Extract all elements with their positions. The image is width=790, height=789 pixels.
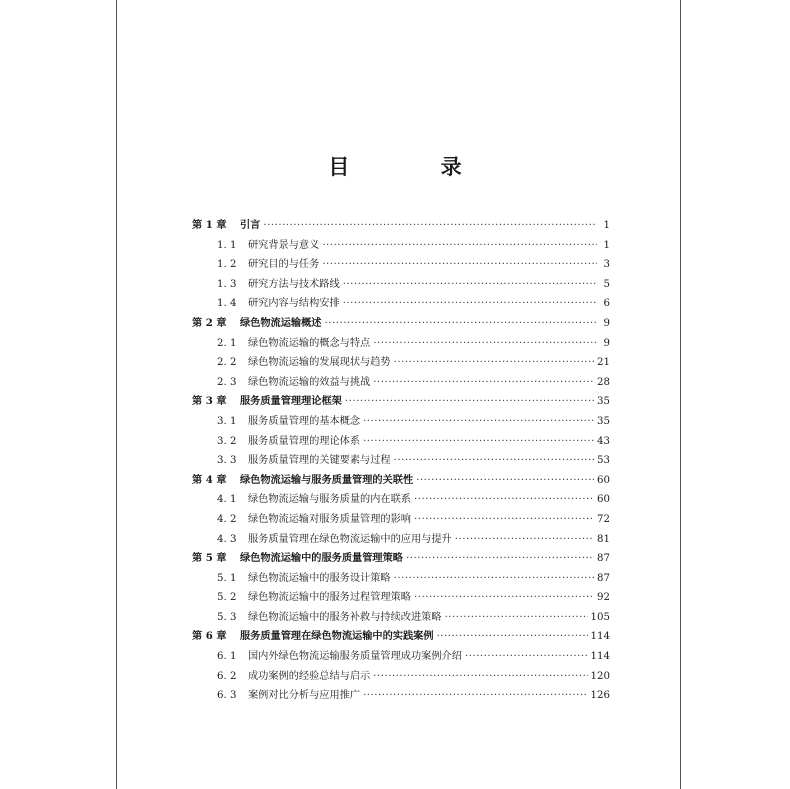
toc-section-entry[interactable] (192, 490, 610, 510)
entry-number: 6. 1 (217, 651, 237, 663)
entry-number: 第 1 章 (192, 219, 227, 231)
toc-chapter-entry[interactable] (192, 471, 610, 491)
entry-page-number: 21 (597, 357, 610, 369)
dot-leader (394, 451, 594, 471)
entry-number: 4. 1 (217, 494, 237, 506)
toc-section-entry[interactable] (192, 530, 610, 550)
toc-chapter-entry[interactable] (192, 627, 610, 647)
entry-number: 4. 2 (217, 513, 237, 525)
toc-section-entry[interactable] (192, 275, 610, 295)
entry-title: 服务质量管理在绿色物流运输中的应用与提升 (248, 533, 452, 545)
toc-section-entry[interactable] (192, 647, 610, 667)
entry-number: 3. 1 (217, 415, 237, 427)
entry-page-number: 1 (603, 220, 610, 231)
entry-number: 第 3 章 (192, 395, 227, 408)
dot-leader (322, 255, 597, 275)
entry-page-number: 53 (597, 455, 610, 467)
entry-number: 1. 4 (217, 298, 237, 310)
toc-section-entry[interactable] (192, 510, 610, 530)
toc-chapter-entry[interactable] (192, 392, 610, 412)
entry-page-number: 120 (590, 670, 610, 682)
entry-page-number: 105 (590, 611, 610, 623)
entry-number: 2. 2 (217, 357, 237, 369)
dot-leader (437, 627, 588, 647)
entry-number: 第 2 章 (192, 316, 227, 329)
entry-number: 4. 3 (217, 533, 237, 545)
entry-number: 2. 1 (217, 337, 237, 349)
dot-leader (373, 667, 587, 687)
dot-leader (414, 588, 594, 608)
entry-number: 1. 2 (217, 259, 237, 271)
toc-chapter-entry[interactable] (192, 216, 610, 236)
entry-number: 6. 2 (217, 670, 237, 682)
entry-page-number: 43 (597, 435, 610, 447)
dot-leader (394, 569, 594, 589)
toc-section-entry[interactable] (192, 294, 610, 314)
entry-title: 服务质量管理的理论体系 (248, 435, 361, 447)
toc-section-entry[interactable] (192, 451, 610, 471)
entry-page-number: 60 (597, 494, 610, 506)
entry-title: 绿色物流运输对服务质量管理的影响 (248, 513, 411, 525)
entry-page-number: 35 (597, 415, 610, 427)
entry-title: 绿色物流运输的发展现状与趋势 (248, 357, 391, 369)
entry-number: 1. 1 (217, 239, 237, 251)
toc-section-entry[interactable] (192, 255, 610, 275)
toc-section-entry[interactable] (192, 667, 610, 687)
toc-section-entry[interactable] (192, 412, 610, 432)
entry-title: 绿色物流运输中的服务补救与持续改进策略 (248, 611, 442, 623)
entry-page-number: 6 (603, 298, 610, 310)
dot-leader (343, 275, 597, 295)
dot-leader (363, 412, 594, 432)
entry-number: 5. 1 (217, 572, 237, 584)
entry-title: 国内外绿色物流运输服务质量管理成功案例介绍 (248, 651, 462, 663)
toc-section-entry[interactable] (192, 353, 610, 373)
entry-title: 案例对比分析与应用推广 (248, 690, 361, 702)
entry-number: 2. 3 (217, 376, 237, 388)
entry-page-number: 28 (597, 376, 610, 388)
dot-leader (373, 373, 594, 393)
entry-title: 绿色物流运输与服务质量管理的关联性 (240, 473, 414, 486)
entry-page-number: 92 (597, 592, 610, 604)
entry-title: 研究目的与任务 (248, 259, 320, 271)
dot-leader (414, 510, 594, 530)
toc-section-entry[interactable] (192, 588, 610, 608)
entry-page-number: 5 (603, 278, 610, 290)
entry-title: 服务质量管理理论框架 (240, 395, 342, 408)
entry-title: 研究背景与意义 (248, 239, 320, 251)
entry-title: 服务质量管理的基本概念 (248, 415, 361, 427)
toc-section-entry[interactable] (192, 432, 610, 452)
toc-section-entry[interactable] (192, 608, 610, 628)
dot-leader (445, 608, 588, 628)
toc-chapter-entry[interactable] (192, 314, 610, 334)
entry-page-number: 1 (603, 239, 610, 251)
entry-page-number: 3 (603, 259, 610, 271)
entry-title: 绿色物流运输中的服务过程管理策略 (248, 592, 411, 604)
entry-page-number: 114 (590, 631, 610, 643)
entry-number: 3. 3 (217, 455, 237, 467)
dot-leader (263, 216, 597, 236)
toc-chapter-entry[interactable] (192, 549, 610, 569)
entry-title: 成功案例的经验总结与启示 (248, 670, 371, 682)
toc-section-entry[interactable] (192, 236, 610, 256)
entry-title: 研究内容与结构安排 (248, 298, 340, 310)
entry-page-number: 87 (597, 572, 610, 584)
entry-title: 绿色物流运输概述 (240, 316, 322, 329)
dot-leader (363, 432, 594, 452)
entry-title: 绿色物流运输的概念与特点 (248, 337, 371, 349)
entry-page-number: 114 (590, 651, 610, 663)
entry-number: 6. 3 (217, 690, 237, 702)
entry-number: 第 6 章 (192, 630, 227, 643)
toc-section-entry[interactable] (192, 569, 610, 589)
entry-page-number: 72 (597, 513, 610, 525)
toc-section-entry[interactable] (192, 686, 610, 706)
entry-number: 5. 3 (217, 611, 237, 623)
table-of-contents (192, 216, 610, 706)
entry-title: 绿色物流运输中的服务质量管理策略 (240, 552, 403, 565)
dot-leader (345, 392, 594, 412)
entry-page-number: 9 (603, 337, 610, 349)
toc-title: 目 录 (328, 154, 504, 179)
dot-leader (406, 549, 594, 569)
entry-title: 研究方法与技术路线 (248, 278, 340, 290)
dot-leader (416, 471, 594, 491)
entry-number: 3. 2 (217, 435, 237, 447)
dot-leader (363, 686, 587, 706)
dot-leader (373, 334, 597, 354)
entry-number: 5. 2 (217, 592, 237, 604)
dot-leader (343, 294, 597, 314)
entry-title: 绿色物流运输与服务质量的内在联系 (248, 494, 411, 506)
dot-leader (414, 490, 594, 510)
dot-leader (394, 353, 594, 373)
entry-page-number: 35 (597, 396, 610, 408)
entry-page-number: 60 (597, 474, 610, 486)
entry-title: 服务质量管理的关键要素与过程 (248, 455, 391, 467)
dot-leader (325, 314, 598, 334)
entry-title: 绿色物流运输的效益与挑战 (248, 376, 371, 388)
entry-number: 1. 3 (217, 278, 237, 290)
entry-page-number: 126 (590, 690, 610, 702)
entry-title: 引言 (240, 219, 261, 231)
entry-page-number: 9 (603, 317, 610, 329)
toc-section-entry[interactable] (192, 334, 610, 354)
dot-leader (455, 530, 594, 550)
toc-section-entry[interactable] (192, 373, 610, 393)
entry-number: 第 5 章 (192, 552, 227, 565)
entry-number: 第 4 章 (192, 473, 227, 486)
entry-title: 绿色物流运输中的服务设计策略 (248, 572, 391, 584)
entry-page-number: 81 (597, 533, 610, 545)
entry-page-number: 87 (597, 553, 610, 565)
entry-title: 服务质量管理在绿色物流运输中的实践案例 (240, 630, 434, 643)
dot-leader (465, 647, 588, 667)
dot-leader (322, 236, 597, 256)
